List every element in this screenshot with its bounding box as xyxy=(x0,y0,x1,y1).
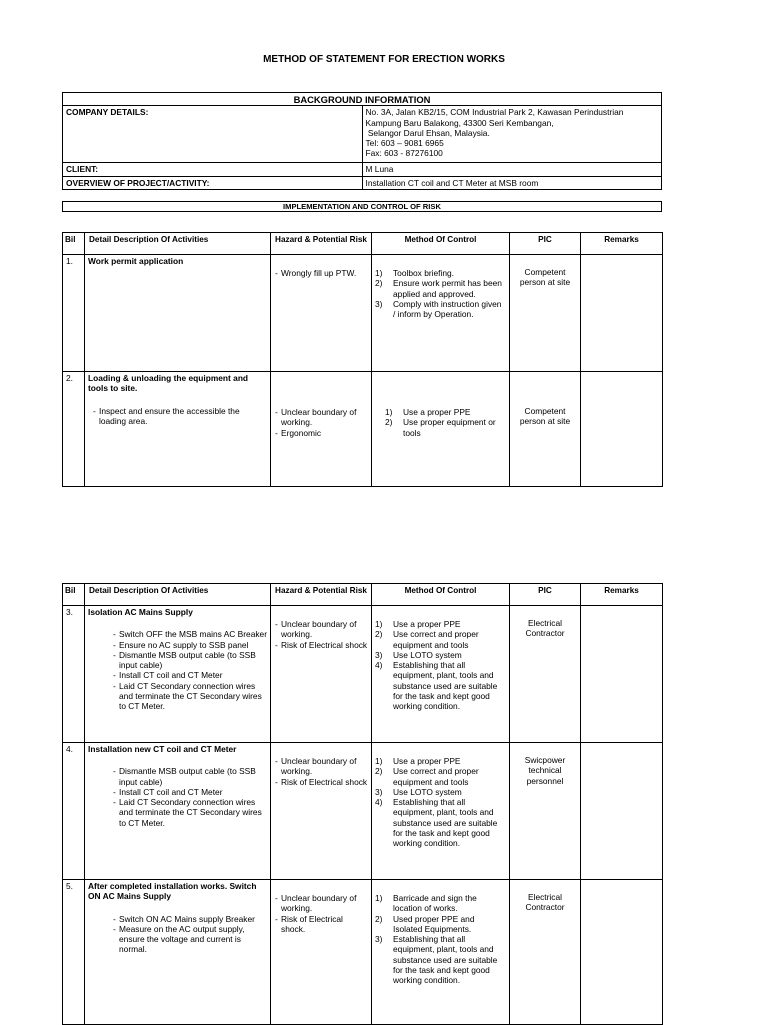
control-text: Use proper equipment or tools xyxy=(403,417,496,438)
row-number: 1. xyxy=(63,255,85,372)
column-header-hazard: Hazard & Potential Risk xyxy=(271,584,372,606)
activity-detail: - Switch ON AC Mains supply Breaker xyxy=(112,914,267,924)
activity-detail: - Dismantle MSB output cable (to SSB input cable) xyxy=(112,766,267,787)
company-details-label: COMPANY DETAILS: xyxy=(63,106,363,163)
control-number: 2) xyxy=(375,629,383,640)
control-item xyxy=(375,787,506,797)
control-text: Use correct and proper equipment and tools xyxy=(393,766,479,787)
table-row xyxy=(63,255,663,372)
control-item xyxy=(375,650,506,660)
company-line: Selangor Darul Ehsan, Malaysia. xyxy=(365,127,490,138)
control-text: Used proper PPE and Isolated Equipments. xyxy=(393,913,475,934)
control-item xyxy=(375,268,506,278)
company-line: Fax: 603 - 87276100 xyxy=(365,148,443,159)
remarks-cell xyxy=(581,880,663,1025)
hazard-cell xyxy=(271,880,372,1025)
control-cell xyxy=(372,743,510,880)
hazard-cell xyxy=(271,606,372,743)
table-row xyxy=(63,606,663,743)
control-text: Establishing that all equipment, plant, tools and substance used are suitable for the task and kept good working condition. xyxy=(393,660,498,711)
control-text: Use correct and proper equipment and tools xyxy=(393,629,479,650)
control-number: 1) xyxy=(375,619,383,629)
activity-title: Installation new CT coil and CT Meter xyxy=(88,744,237,754)
document-title: METHOD OF STATEMENT FOR ERECTION WORKS xyxy=(263,54,505,65)
activity-title: After completed installation works. Switch ON AC Mains Supply xyxy=(88,881,257,902)
column-header-pic: PIC xyxy=(510,584,581,606)
control-item xyxy=(375,766,506,787)
control-number: 2) xyxy=(375,766,383,777)
hazard-item: - Unclear boundary of working. xyxy=(274,893,368,914)
activity-title: Loading & unloading the equipment and tools to site. xyxy=(88,373,249,394)
activity-description xyxy=(85,880,271,1025)
table-row xyxy=(63,743,663,880)
activity-detail: - Measure on the AC output supply, ensure the voltage and current is normal. xyxy=(112,924,267,955)
background-information-table xyxy=(62,92,662,190)
hazard-list xyxy=(274,756,368,787)
hazard-cell xyxy=(271,743,372,880)
hazard-item: - Risk of Electrical shock. xyxy=(274,914,368,935)
hazard-item: - Unclear boundary of working. xyxy=(274,619,368,640)
control-item xyxy=(375,934,506,985)
hazard-item: - Risk of Electrical shock xyxy=(274,640,368,650)
control-list xyxy=(375,756,506,848)
control-cell xyxy=(372,606,510,743)
control-list xyxy=(375,619,506,711)
remarks-cell xyxy=(581,255,663,372)
client-label: CLIENT: xyxy=(63,163,363,176)
activity-title: Work permit application xyxy=(88,256,184,266)
pic-cell: Electrical Contractor xyxy=(510,880,581,1025)
company-line: Tel: 603 – 9081 6965 xyxy=(365,138,444,149)
pic-cell: Competent person at site xyxy=(510,255,581,372)
control-number: 2) xyxy=(375,278,383,289)
column-header-bil: Bil xyxy=(63,233,85,255)
hazard-list xyxy=(274,407,368,438)
activity-description xyxy=(85,255,271,372)
column-header-remarks: Remarks xyxy=(581,233,663,255)
table-row xyxy=(63,372,663,487)
control-number: 4) xyxy=(375,797,383,807)
client-value: M Luna xyxy=(362,163,662,176)
activity-detail: - Install CT coil and CT Meter xyxy=(112,787,267,797)
control-number: 1) xyxy=(385,407,393,417)
company-line: Kampung Baru Balakong, 43300 Seri Kembangan, xyxy=(365,117,554,128)
hazard-list xyxy=(274,893,368,934)
control-text: Barricade and sign the location of works. xyxy=(393,893,477,914)
hazard-list xyxy=(274,268,368,278)
control-item xyxy=(375,417,506,438)
control-text: Use a proper PPE xyxy=(403,407,471,417)
activity-detail: - Laid CT Secondary connection wires and terminate the CT Secondary wires to CT Meter. xyxy=(112,797,267,828)
activity-detail-list xyxy=(88,766,267,828)
overview-label: OVERVIEW OF PROJECT/ACTIVITY: xyxy=(63,176,363,189)
column-header-hazard: Hazard & Potential Risk xyxy=(271,233,372,255)
column-header-control: Method Of Control xyxy=(372,233,510,255)
control-cell xyxy=(372,372,510,487)
hazard-item: - Risk of Electrical shock xyxy=(274,777,368,787)
pic-cell: Electrical Contractor xyxy=(510,606,581,743)
company-line: No. 3A, Jalan KB2/15, COM Industrial Park 2, Kawasan Perindustrian xyxy=(365,107,624,118)
hazard-cell xyxy=(271,372,372,487)
hazard-cell xyxy=(271,255,372,372)
control-text: Toolbox briefing. xyxy=(393,268,454,278)
hazard-list xyxy=(274,619,368,650)
control-number: 1) xyxy=(375,756,383,766)
hazard-item: - Wrongly fill up PTW. xyxy=(274,268,368,278)
column-header-control: Method Of Control xyxy=(372,584,510,606)
control-item xyxy=(375,893,506,914)
control-text: Ensure work permit has been applied and approved. xyxy=(393,278,502,299)
control-item xyxy=(375,797,506,848)
control-item xyxy=(375,278,506,299)
activity-description xyxy=(85,606,271,743)
activity-detail-list xyxy=(88,914,267,955)
control-item xyxy=(375,619,506,629)
control-number: 3) xyxy=(375,649,383,660)
activity-detail: - Laid CT Secondary connection wires and terminate the CT Secondary wires to CT Meter. xyxy=(112,681,267,712)
activity-detail: - Inspect and ensure the accessible the loading area. xyxy=(92,406,267,427)
activity-detail: - Switch OFF the MSB mains AC Breaker xyxy=(112,629,267,639)
column-header-bil: Bil xyxy=(63,584,85,606)
control-cell xyxy=(372,255,510,372)
hazard-item: - Ergonomic xyxy=(274,428,368,438)
control-text: Use a proper PPE xyxy=(393,756,461,766)
control-text: Use LOTO system xyxy=(393,786,462,797)
risk-table xyxy=(62,232,663,487)
overview-value: Installation CT coil and CT Meter at MSB room xyxy=(362,176,662,189)
control-number: 3) xyxy=(375,786,383,797)
control-number: 3) xyxy=(375,934,383,944)
row-number: 4. xyxy=(63,743,85,880)
control-list xyxy=(375,893,506,985)
control-item xyxy=(375,756,506,766)
control-text: Use LOTO system xyxy=(393,649,462,660)
control-text: Establishing that all equipment, plant, tools and substance used are suitable for the task and kept good working condition. xyxy=(393,797,498,848)
hazard-item: - Unclear boundary of working. xyxy=(274,756,368,777)
remarks-cell xyxy=(581,743,663,880)
remarks-cell xyxy=(581,606,663,743)
control-number: 3) xyxy=(375,298,383,309)
row-number: 2. xyxy=(63,372,85,487)
implementation-heading: IMPLEMENTATION AND CONTROL OF RISK xyxy=(62,201,662,212)
control-list xyxy=(375,407,506,438)
column-header-description: Detail Description Of Activities xyxy=(85,233,271,255)
column-header-description: Detail Description Of Activities xyxy=(85,584,271,606)
pic-cell: Competent person at site xyxy=(510,372,581,487)
company-details-value xyxy=(362,106,662,163)
column-header-pic: PIC xyxy=(510,233,581,255)
control-item xyxy=(375,407,506,417)
row-number: 3. xyxy=(63,606,85,743)
activity-title: Isolation AC Mains Supply xyxy=(88,607,193,617)
activity-detail-list xyxy=(88,406,267,427)
activity-description xyxy=(85,372,271,487)
control-text: Comply with instruction given / inform by Operation. xyxy=(393,298,502,319)
activity-detail: - Ensure no AC supply to SSB panel xyxy=(112,640,267,650)
activity-detail-list xyxy=(88,629,267,711)
control-number: 2) xyxy=(385,417,393,428)
background-heading: BACKGROUND INFORMATION xyxy=(63,93,662,106)
control-cell xyxy=(372,880,510,1025)
control-text: Use a proper PPE xyxy=(393,619,461,629)
control-item xyxy=(375,299,506,320)
column-header-remarks: Remarks xyxy=(581,584,663,606)
table-row xyxy=(63,880,663,1025)
activity-detail: - Install CT coil and CT Meter xyxy=(112,670,267,680)
control-number: 2) xyxy=(375,913,383,924)
row-number: 5. xyxy=(63,880,85,1025)
pic-cell: Swicpower technical personnel xyxy=(510,743,581,880)
hazard-item: - Unclear boundary of working. xyxy=(274,407,368,428)
control-item xyxy=(375,914,506,935)
control-item xyxy=(375,660,506,711)
remarks-cell xyxy=(581,372,663,487)
control-number: 1) xyxy=(375,893,383,903)
control-number: 4) xyxy=(375,660,383,670)
control-item xyxy=(375,629,506,650)
control-number: 1) xyxy=(375,268,383,278)
activity-description xyxy=(85,743,271,880)
control-text: Establishing that all equipment, plant, tools and substance used are suitable for the task and kept good working condition. xyxy=(393,934,498,985)
activity-detail: - Dismantle MSB output cable (to SSB input cable) xyxy=(112,650,267,671)
risk-table xyxy=(62,583,663,1025)
control-list xyxy=(375,268,506,319)
